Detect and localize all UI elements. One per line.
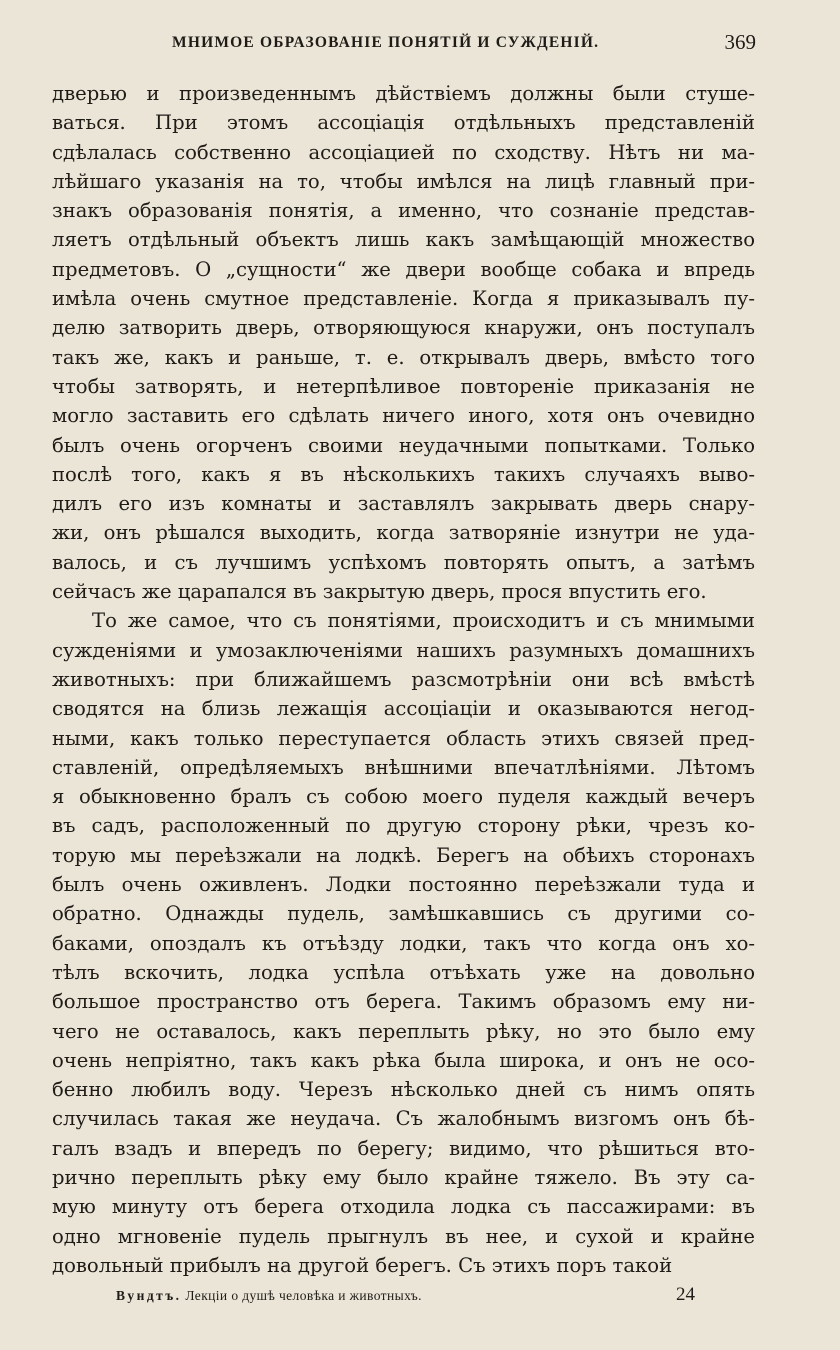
text-line: чтобы затворять, и нетерпѣливое повтореніе приказанія не <box>52 374 755 398</box>
footer-author: Вундтъ. <box>116 1288 182 1303</box>
paragraph <box>52 79 755 606</box>
text-line: тѣлъ вскочить, лодка успѣла отъѣхать уже на довольно <box>52 960 755 984</box>
running-head <box>52 30 756 58</box>
text-line: лѣйшаго указанія на то, чтобы имѣлся на лицѣ главный при- <box>52 169 755 193</box>
text-line: случилась такая же неудача. Съ жалобнымъ визгомъ онъ бѣ- <box>52 1107 755 1131</box>
text-line: дилъ его изъ комнаты и заставлялъ закрывать дверь снару- <box>52 492 755 516</box>
text-line: ными, какъ только переступается область этихъ связей пред- <box>52 726 755 750</box>
text-line: животныхъ: при ближайшемъ разсмотрѣніи они всѣ вмѣстѣ <box>52 667 755 691</box>
text-line: жи, онъ рѣшался выходить, когда затворяніе изнутри не уда- <box>52 521 755 545</box>
page-footer <box>116 1284 716 1308</box>
text-line: дверью и произведеннымъ дѣйствіемъ должны были стушe- <box>52 82 755 105</box>
running-title: МНИМОЕ ОБРАЗОВАНІЕ ПОНЯТІЙ И СУЖДЕНІЙ. <box>172 34 600 51</box>
text-line: сдѣлалась собственно ассоціацией по сходству. Нѣтъ ни ма- <box>52 140 755 164</box>
text-line: торую мы переѣзжали на лодкѣ. Берегъ на обѣихъ сторонахъ <box>52 843 755 867</box>
sheet-number: 24 <box>676 1284 695 1305</box>
text-line: рично переплыть рѣку ему было крайне тяжело. Въ эту са- <box>52 1165 755 1189</box>
text-line: одно мгновеніе пудель прыгнулъ въ нее, и сухой и крайне <box>52 1224 755 1248</box>
text-line: ставленій, опредѣляемыхъ внѣшними впечатлѣніями. Лѣтомъ <box>52 755 755 779</box>
signature-line <box>116 1288 422 1304</box>
text-line: былъ очень огорченъ своими неудачными попытками. Только <box>52 433 755 457</box>
text-line: обратно. Однажды пудель, замѣшкавшись съ другими со- <box>52 902 755 926</box>
text-line: могло заставить его сдѣлать ничего иного, хотя онъ очевидно <box>52 404 755 428</box>
text-line: галъ взадъ и впередъ по берегу; видимо, что рѣшиться вто- <box>52 1136 755 1160</box>
text-line: предметовъ. О „сущности“ же двери вообще собака и впредь <box>52 257 755 281</box>
text-line: ляетъ отдѣльный объектъ лишь какъ замѣщающій множество <box>52 228 755 252</box>
text-line: То же самое, что съ понятіями, происходитъ и съ мнимыми <box>92 609 755 633</box>
page-number: 369 <box>724 30 756 54</box>
text-line: мую минуту отъ берега отходила лодка съ пассажирами: въ <box>52 1195 755 1219</box>
text-line: сводятся на близь лежащія ассоціаціи и оказываются негод- <box>52 697 755 721</box>
text-line: ваться. При этомъ ассоціація отдѣльныхъ представленій <box>52 111 755 135</box>
text-line: послѣ того, какъ я въ нѣсколькихъ такихъ случаяхъ выво- <box>52 462 755 486</box>
text-line: сужденіями и умозаключеніями нашихъ разумныхъ домашнихъ <box>52 638 755 662</box>
text-line: сейчасъ же царапался въ закрытую дверь, прося впустить его. <box>52 580 707 604</box>
text-line: въ садъ, расположенный по другую сторону рѣки, чрезъ ко- <box>52 814 755 838</box>
text-line: я обыкновенно бралъ съ собою моего пуделя каждый вечеръ <box>52 785 755 809</box>
footer-work-title: Лекціи о душѣ человѣка и животныхъ. <box>185 1288 422 1303</box>
text-line: довольный прибылъ на другой берегъ. Съ этихъ поръ такой <box>52 1253 673 1277</box>
text-line: очень непріятно, такъ какъ рѣка была широка, и онъ не осо- <box>52 1048 755 1072</box>
text-line: чего не оставалось, какъ переплыть рѣку, но это было ему <box>52 1019 755 1043</box>
text-line: такъ же, какъ и раньше, т. е. открывалъ дверь, вмѣсто того <box>52 345 755 369</box>
text-line: баками, опоздалъ къ отъѣзду лодки, такъ что когда онъ хо- <box>52 931 755 955</box>
text-line: былъ очень оживленъ. Лодки постоянно переѣзжали туда и <box>52 873 755 897</box>
text-line: большое пространство отъ берега. Такимъ образомъ ему ни- <box>52 990 755 1014</box>
body-text <box>52 79 755 1280</box>
text-line: имѣла очень смутное представленіе. Когда я приказывалъ пу- <box>52 287 755 311</box>
text-line: делю затворить дверь, отворяющуюся кнаружи, онъ поступалъ <box>52 316 755 340</box>
paragraph <box>52 606 755 1280</box>
text-line: бенно любилъ воду. Черезъ нѣсколько дней съ нимъ опять <box>52 1078 755 1102</box>
text-line: валось, и съ лучшимъ успѣхомъ повторять опытъ, а затѣмъ <box>52 550 755 574</box>
text-line: знакъ образованія понятія, а именно, что сознаніе представ- <box>52 199 755 223</box>
